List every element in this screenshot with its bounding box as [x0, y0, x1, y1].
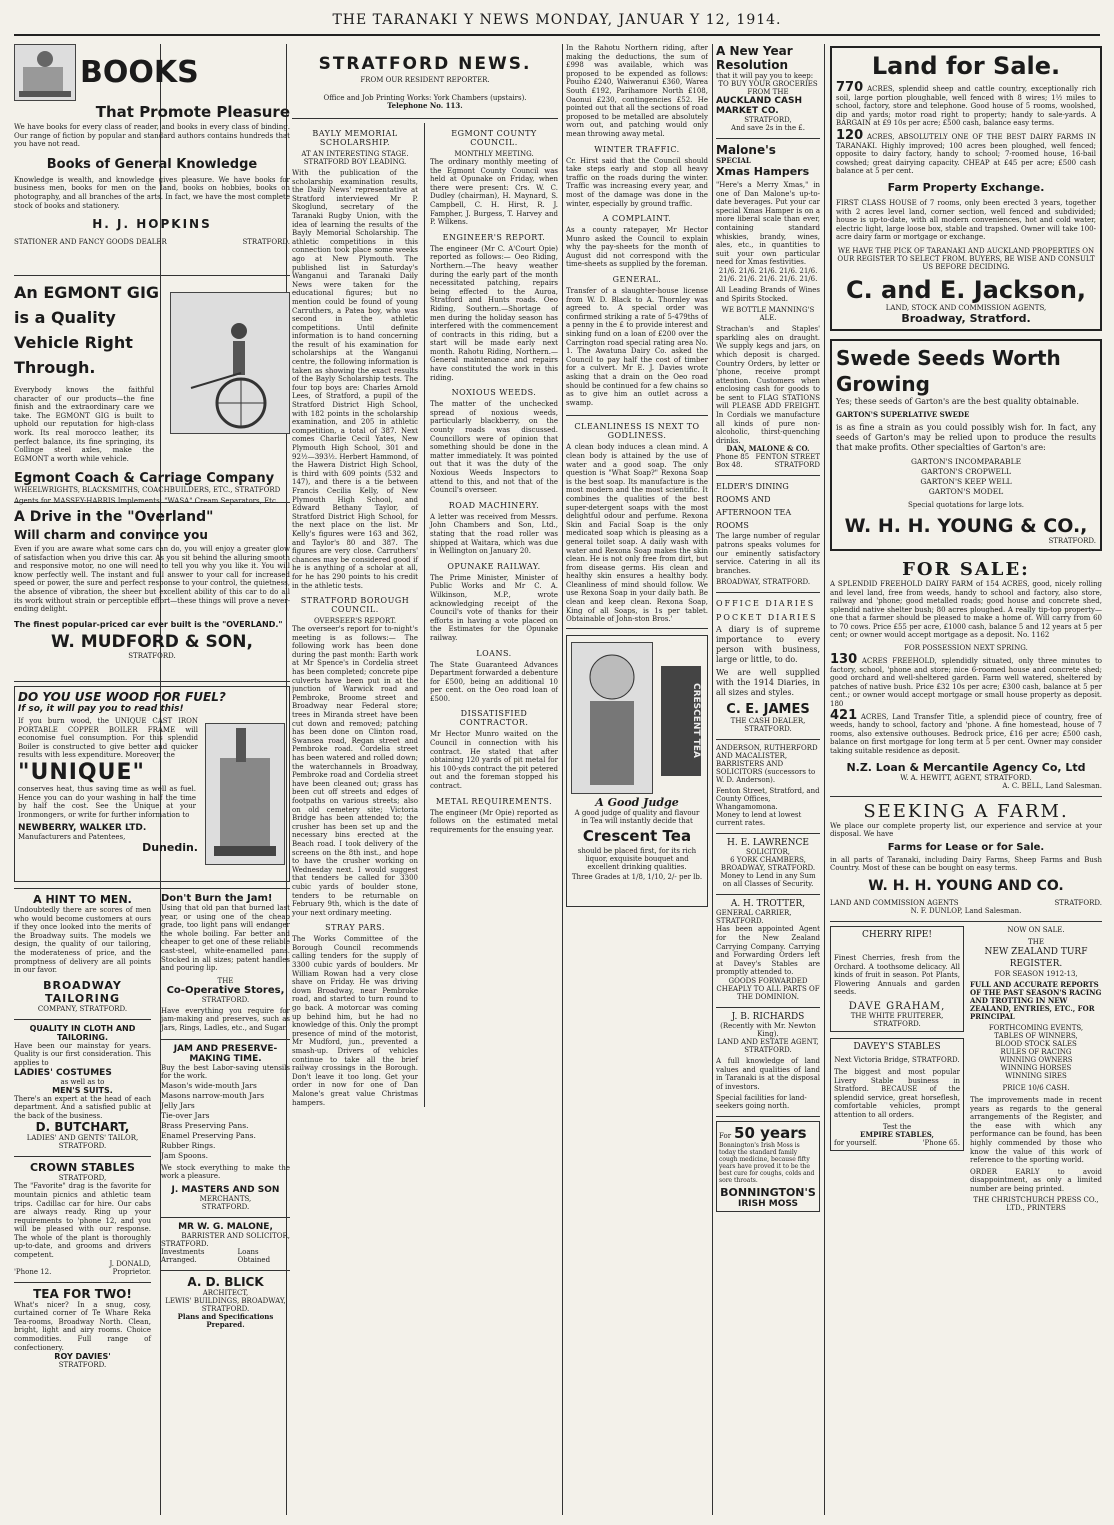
butchart-name: D. BUTCHART,: [35, 1120, 130, 1135]
malone-hampers-ad: [716, 143, 820, 469]
richards-sub: (Recently with Mr. Newton King).: [720, 1021, 816, 1038]
tearooms-addr: BROADWAY, STRATFORD.: [716, 578, 811, 587]
butchart-mens: MEN'S SUITS.: [52, 1085, 113, 1095]
seeking-body2: in all parts of Taranaki, including Dairy Farms, Sheep Farms and Bush Country. Most of these can be bought on easy terms.: [830, 855, 1102, 873]
butchart-aswell: as well as to: [60, 1077, 105, 1086]
land-item3: FIRST CLASS HOUSE of 7 rooms, only been erected 3 years, together with 2 acres level land, corner section, well fenced and subdivided; house is up-to-date, with all modern conveniences, hot and cold water, electric light, large loose box, stable and trapshed. Owner will take 100-acre dairy farm or mortgage or exchange.: [836, 198, 1096, 242]
turf-item: RULES OF RACING: [1000, 1047, 1072, 1056]
butchart-role: LADIES' AND GENTS' TAILOR, STRATFORD.: [26, 1134, 139, 1151]
swede-item: GARTON'S KEEP WELL: [920, 476, 1012, 486]
article-title: METAL REQUIREMENTS.: [435, 796, 553, 806]
masters-role: MERCHANTS,: [199, 1194, 252, 1203]
overland-price-line: The finest popular-priced car ever built is the "OVERLAND.": [14, 619, 283, 629]
tea-title: TEA FOR TWO!: [33, 1286, 132, 1301]
land-pick: WE HAVE THE PICK OF TARANAKI AND AUCKLAND PROPERTIES ON OUR REGISTER TO SELECT FROM. BUYERS, BE WISE AND CONSULT US BEFORE DECIDING.: [837, 246, 1095, 271]
jam-the: THE: [217, 976, 234, 985]
davey-title: DAVEY'S STABLES: [853, 1041, 941, 1052]
turf-year: FOR SEASON 1912-13,: [994, 969, 1078, 978]
crescent-packet: [661, 666, 701, 776]
boiler-illustration: [205, 723, 285, 865]
bonnington-ad: [716, 1121, 820, 1212]
books-subtitle: That Promote Pleasure: [95, 103, 290, 121]
blick-name: A. D. BLICK: [187, 1274, 264, 1289]
forsale-sales: A. C. BELL, Land Salesman.: [1002, 781, 1102, 790]
article-title: LOANS.: [476, 648, 512, 658]
egmont-gig-ad: [14, 280, 290, 506]
register-printer: THE CHRISTCHURCH PRESS CO., LTD., PRINTERS: [973, 1195, 1099, 1212]
seeking-sales: N. F. DUNLOP, Land Salesman.: [910, 906, 1022, 915]
malone-town: STRATFORD.: [160, 1239, 209, 1248]
books-ad: [14, 44, 290, 269]
elder-dining-rooms-ad: [716, 480, 820, 586]
column-5: [716, 44, 820, 1514]
diaries-town: STRATFORD.: [744, 725, 792, 734]
jam-body: Using that old pan that burned last year, or using one of the cheap grade, too light pans will endanger the whole boiling. Far better and cheaper to get one of these reliable cast-steel, white-enamelled pans. Stocked in all sizes; patent handles and pouring lip.: [160, 904, 290, 973]
malone-name: MR W. G. MALONE,: [178, 1221, 273, 1232]
books-gk-title: Books of General Knowledge: [46, 156, 258, 172]
column-2: [155, 893, 290, 1375]
turf-item: WINNING SIRES: [1005, 1071, 1067, 1080]
blick-role: ARCHITECT,: [202, 1288, 249, 1297]
cherry-town: STRATFORD.: [873, 1019, 921, 1028]
turf-body: FULL AND ACCURATE REPORTS OF THE PAST SEASON'S RACING AND TROTTING IN NEW ZEALAND, ENTRIES, ETC., FOR PRINCIPAL: [970, 979, 1102, 1021]
article-title: GENERAL.: [612, 275, 662, 285]
anderson-addr: Fenton Street, Stratford, and County Offices, Whangamomona.: [716, 787, 820, 812]
article-title: STRAY PARS.: [325, 923, 385, 933]
auckland-title: A New Year Resolution: [716, 44, 793, 72]
richards-role: LAND AND ESTATE AGENT, STRATFORD.: [717, 1037, 819, 1054]
tailor-title: A HINT TO MEN.: [33, 893, 132, 906]
column-divider: [562, 44, 563, 1515]
article-title: OPUNAKE RAILWAY.: [447, 561, 541, 571]
jam-title: Don't Burn the Jam!: [160, 893, 273, 904]
hampers-xmas: Xmas Hampers: [716, 165, 810, 178]
trotter-body: Has been appointed Agent for the New Zealand Carrying Company. Carrying and Forwarding Orders left at Davey's Stables are promptly attended to.: [716, 925, 820, 977]
books-footer-left: STATIONER AND FANCY GOODS DEALER: [14, 238, 167, 247]
davey-empire: EMPIRE STABLES,: [860, 1129, 934, 1139]
masters-intro: Buy the best Labor-saving utensils for the work.: [160, 1063, 290, 1081]
trotter-name: A. H. TROTTER,: [730, 899, 806, 910]
forsale-firm: N.Z. Loan & Mercantile Agency Co, Ltd: [846, 760, 1086, 774]
egmont-body: Everybody knows the faithful character of our products—the fine finish and the extraordinary care we take. The EGMONT GIG is built to uphold our reputation for high-class work. Its real morocco leather, its perfect balance, its fine springing, its Collinge steel axles, make the EGMONT a worth while vehicle.: [14, 386, 154, 463]
unique-maker: NEWBERRY, WALKER LTD.: [18, 823, 147, 834]
article-body: The Prime Minister, Minister of Public Works and Mr C. A. Wilkinson, M.P., wrote acknowledging receipt of the Council's vote of thanks for their efforts in having a vote placed on the Estimates for the Opunake railway.: [430, 573, 558, 642]
crown-body: The "Favorite" drag is the favorite for mountain picnics and athletic team trips. Cadillac car for hire. Our cabs are always ready. Ring up your requirements to 'phone 12, and you will be pleased with our response. The whole of the plant is thoroughly up-to-date, and grooms and drivers competent.: [14, 1182, 151, 1260]
butchart-body: Have been our mainstay for years. Quality is our first consideration. This applies to: [14, 1041, 151, 1067]
masters-item: Tie-over Jars: [160, 1110, 210, 1120]
article-title: CLEANLINESS IS NEXT TO GODLINESS.: [574, 422, 700, 441]
land-item1: ACRES, splendid sheep and cattle country, exceptionally rich soil, large portion ploughable, well fenced with 8 wires; 1½ miles to school, factory, store and telephone. Good house of 5 rooms, woolshed, dip and yards; motor road right to property; handy to sale-yards. A BARGAIN at £9 10s per acre; £500 cash, balance easy terms.: [836, 85, 1096, 128]
auckland-cash-market-ad: [716, 44, 820, 132]
davey-addr: Next Victoria Bridge, STRATFORD.: [834, 1055, 960, 1064]
anderson-role: BARRISTERS AND SOLICITORS (successors to W. D. Anderson).: [716, 760, 816, 785]
forsale-item1-num: 130: [830, 652, 858, 668]
article-body: Mr Hector Munro waited on the Council in connection with his contract. He stated that after obtaining 120 yards of pit metal for his 100-yds contract the pit petered out and the foreman stopped his contract.: [430, 730, 558, 791]
cherry-role: THE WHITE FRUITERER,: [850, 1011, 944, 1020]
blick-plans: Plans and Specifications Prepared.: [177, 1311, 274, 1329]
lawrence-ad: [716, 838, 820, 888]
anderson-money: Money to lend at lowest current rates.: [716, 811, 802, 828]
tea-town: STRATFORD.: [58, 1361, 107, 1370]
malone-solicitor-ad: [161, 1222, 290, 1264]
hampers-body2: All Leading Brands of Wines and Spirits Stocked.: [716, 285, 820, 303]
seeking-right: STRATFORD.: [1054, 898, 1102, 907]
masters-title: JAM AND PRESERVE-MAKING TIME.: [173, 1043, 278, 1064]
diaries-body: A diary is of supreme importance to every person with business, large or little, to do.: [716, 625, 820, 665]
crescent-brand: Crescent Tea: [582, 826, 692, 845]
egmont-company: Egmont Coach & Carriage Company: [14, 471, 275, 487]
article-subtitle: MONTHLY MEETING.: [454, 150, 534, 158]
tailor-company: COMPANY, STRATFORD.: [37, 1004, 128, 1013]
auckland-caps: TO BUY YOUR GROCERIES FROM THE: [718, 80, 818, 96]
swede-superlative: GARTON'S SUPERLATIVE SWEDE: [836, 409, 970, 419]
unique-sub: If so, it will pay you to read this!: [18, 704, 184, 714]
diaries-ad: [716, 597, 820, 733]
tearooms-title: ELDER'S DINING ROOMS AND AFTERNOON TEA ROOMS: [716, 482, 792, 531]
hampers-phone: Phone 85: [716, 453, 750, 462]
books-name: H. J. HOPKINS: [92, 217, 212, 232]
bonnington-text: Bonnington's Irish Moss is today the standard family cough medicine, because fifty years have proved it to be the best cure for coughs, colds and sore throats.: [719, 1142, 815, 1185]
blick-ad: [161, 1275, 290, 1329]
overland-body: Even if you are aware what some cars can do, you will enjoy a greater glow of satisfaction when you drive this car. As you sit behind the alluring smooth and responsive motor, no one will need to tell you why you like it. You will know perfectly well. The instant and full answer to your call for increased speed or power, the sure and perfect response to your control, the quietness, the absence of vibration, the sheer but excellent ability of this car to do all its work without strain or perceptible effort—these things will prove a never-ending delight.: [14, 545, 290, 614]
masters-item: Mason's wide-mouth Jars: [160, 1080, 257, 1090]
cherry-name: DAVE GRAHAM,: [848, 1000, 946, 1012]
register-order: ORDER EARLY to avoid disappointment, as only a limited number are being printed.: [970, 1167, 1102, 1193]
news-continued: [566, 44, 708, 1514]
masters-item: Enamel Preserving Pans.: [160, 1130, 256, 1140]
trotter-role: GENERAL CARRIER, STRATFORD.: [716, 909, 792, 926]
richards-body: A full knowledge of land values and qualities of land in Taranaki is at the disposal of investors.: [716, 1056, 820, 1091]
hampers-prices: 21/6. 21/6. 21/6. 21/6. 21/6.: [718, 274, 818, 283]
column-6: [830, 44, 1102, 1514]
overland-firm: W. MUDFORD & SON,: [51, 631, 253, 652]
swede-special: Special quotations for large lots.: [907, 500, 1025, 509]
article-body: The engineer (Mr Opie) reported as follows on the estimated metal requirements for the ensuing year.: [430, 808, 558, 834]
article-title: ENGINEER'S REPORT.: [442, 232, 546, 242]
article-title: NOXIOUS WEEDS.: [451, 388, 537, 398]
hampers-prices: 21/6. 21/6. 21/6. 21/6. 21/6.: [718, 266, 818, 275]
diaries-body2: We are well supplied with the 1914 Diaries, in all sizes and styles.: [716, 668, 820, 698]
unique-maker-sub: Manufacturers and Patentees,: [18, 833, 126, 842]
seeking-farm-ad: [830, 801, 1102, 915]
jam-pan-ad: [161, 893, 290, 1033]
register-body: The improvements made in recent years as regards to the general arrangements of the Register, and the ease with which any performance can be found, has been highly commended by those who know the value of this work of reference to the sporting world.: [970, 1095, 1102, 1165]
masters-item: Brass Preserving Pans.: [160, 1120, 249, 1130]
forsale-body: A SPLENDID FREEHOLD DAIRY FARM of 154 ACRES, good, nicely rolling and level land, free from weeds, handy to school and factory, also store, railway and 'phone; good metalled roads; good house and concrete shed, splendid native shelter bush; 80 acres ploughed. A really tip-top property—one that a farmer should be pleased to make a home of. Will carry from 60 to 70 cows. Price £55 per acre, £1000 cash, balance 5 and 12 years at 5 per cent; or owner would accept mortgage as a deposit. No. 1162: [830, 579, 1102, 640]
land-firm: C. and E. Jackson,: [845, 275, 1087, 304]
turf-register-ad: [970, 926, 1102, 1212]
swede-item: GARTON'S CROPWELL: [921, 466, 1011, 476]
swede-item: GARTON'S INCOMPARABLE: [910, 456, 1022, 466]
masters-outro: We stock everything to make the work a pleasure.: [160, 1163, 290, 1181]
article-body: As a county ratepayer, Mr Hector Munro asked the Council to explain why the pay-sheets for the month of August did not correspond with the time-sheets as supplied by the foreman.: [566, 226, 708, 269]
article-title: BAYLY MEMORIAL SCHOLARSHIP.: [312, 129, 398, 147]
masters-item: Jam Spoons.: [160, 1150, 208, 1160]
jam-body2: Have everything you require for jam-making and preserves, such as Jars, Rings, Ladles, etc., and Sugar.: [160, 1006, 290, 1032]
land-exchange: Farm Property Exchange.: [887, 180, 1045, 194]
article-body: The Works Committee of the Borough Council recommends calling tenders for the supply of 3300 cubic yards of boulders. Mr William Rowan had a very close shave on Friday. He was driving down Broadway, near Pembroke road, and started to turn round to go back. A motorcar was coming up behind him, but he had no knowledge of this. Only the prompt presence of mind of the motorist, Mr Mudford, jun., prevented a smash-up. Drivers of vehicles continue to take all the brief railway crossings in the Borough. Don't leave it too long. Get your order in now for one of Dan Malone's great value Christmas hampers.: [292, 935, 418, 1107]
turf-item: WINNING OWNERS: [999, 1055, 1073, 1064]
cherry-ripe-ad: [830, 926, 964, 1032]
trotter-goods: GOODS FORWARDED CHEAPLY TO ALL PARTS OF THE DOMINION.: [716, 976, 820, 1001]
column-divider: [712, 44, 713, 1515]
forsale-title: FOR SALE:: [902, 558, 1030, 580]
bonnington-brand: BONNINGTON'S: [720, 1186, 816, 1200]
books-gk-body: Knowledge is wealth, and knowledge gives pleasure. We have books for business men, books for men on the land, books on hobbies, books on photography, and all branches of the arts. In fact, we have the most complete stock of books and stationery.: [14, 175, 290, 210]
broadway-tailoring-ad: [14, 893, 151, 1013]
article-body: With the publication of the scholarship examination results, the Daily News' representative at Stratford interviewed Mr P. Skoglund, secretary of the Taranaki Rugby Union, with the idea of learning the results of the Bayly Memorial Scholarship. The athletic competitions in this connection took place some weeks ago at New Plymouth. The published list in Saturday's Wanganui and Taranaki Daily News were taken for the educational figures; but no mention could be found of young Carruthers, a Patea boy, who was second in the athletic competitions. Until definite information is to hand concerning the result of his examination for scholarships at the Wanganui centre, the following information is taken as showing the exact results of the Bayly Scholarship tests. The four top boys are: Charles Arnold Lees, of Stratford, a pupil of the Stratford District High School, with 182 points in the scholarship examination, and 205 in athletic competition, a total of 387. Next comes Charlie Cecil Yates, New Plymouth High School, 301 and 92½—393½. Herbert Hammond, of the Hawera District High School, is third with 609 points (532 and 147), and there is a tie between Francis Cecilia Kelly, of New Plymouth High School, and Edward Bethany Taylor, of Stratford District High School, for the next place on the list. Mr Kelly's figures were 163 and 362, and Taylor's 80 and 387. The figures are very close. Carruthers' chances may be considered good if he is anything of a scholar at all, for he has 290 points to his credit in the athletic tests.: [292, 169, 418, 590]
diaries-name: C. E. JAMES: [726, 702, 810, 718]
news-from: FROM OUR RESIDENT REPORTER.: [360, 76, 490, 84]
masters-items: [161, 1081, 290, 1161]
article-subtitle: STRATFORD BOY LEADING.: [303, 158, 407, 166]
crescent-body: A good judge of quality and flavour in Tea will instantly decide that: [574, 808, 700, 825]
article-subtitle: AT AN INTERESTING STAGE.: [301, 150, 409, 158]
land-for-sale-ad: [830, 46, 1102, 331]
blick-addr: LEWIS' BUILDINGS, BROADWAY, STRATFORD.: [165, 1296, 286, 1313]
news-tel: Telephone No. 113.: [387, 101, 463, 110]
turf-item: FORTHCOMING EVENTS,: [988, 1023, 1084, 1032]
hampers-firm: DAN, MALONE & CO.: [726, 444, 810, 454]
article-title: WINTER TRAFFIC.: [594, 144, 680, 154]
article-title: A COMPLAINT.: [602, 214, 672, 224]
seeking-title: SEEKING A FARM.: [863, 800, 1069, 822]
hampers-body3: Strachan's and Staples' sparkling ales on draught. We supply kegs and jars, on which deposit is charged. Country Orders, by letter or 'phone, receive prompt attention. Customers when enclosing cash for goods to be sent to FLAG STATIONS will PLEASE ADD FREIGHT. In Cordials we manufacture all kinds of pure non-alcoholic, thirst-quenching drinks.: [716, 325, 820, 445]
hampers-street: FENTON STREET: [755, 453, 820, 462]
unique-boiler-ad: [14, 686, 290, 882]
forsale-item2-num: 421: [830, 707, 858, 723]
bonnington-moss: IRISH MOSS: [738, 1199, 798, 1210]
books-footer-right: STRATFORD.: [242, 238, 290, 247]
egmont-trades: WHEELWRIGHTS, BLACKSMITHS, COACHBUILDERS, ETC., STRATFORD: [14, 486, 281, 495]
forsale-possession: FOR POSSESSION NEXT SPRING.: [904, 644, 1028, 653]
crown-town: STRATFORD,: [58, 1174, 107, 1183]
article-body: The matter of the unchecked spread of noxious weeds, particularly blackberry, on the county roads was discussed. Councillors were of opinion that something should be done in the matter immediately. It was pointed out that it was the duty of the Noxious Weeds Inspectors to attend to this, and not that of the Council's overseer.: [430, 400, 558, 495]
masters-item: Rubber Rings.: [160, 1140, 216, 1150]
land-item2: ACRES, ABSOLUTELY ONE OF THE BEST DAIRY FARMS IN TARANAKI. Highly improved; 100 acres been ploughed, well fenced; opposite to dairy factory, handy to school; 7-roomed house, 16-bail cowshed; great dairying capacity. CHEAP at £45 per acre; £500 cash balance at 5 per cent.: [836, 132, 1096, 176]
turf-onsale: NOW ON SALE.: [1007, 925, 1065, 934]
news-column-a: [292, 123, 418, 1107]
overland-subtitle: Will charm and convince you: [14, 528, 208, 542]
turf-title: NEW ZEALAND TURF REGISTER.: [984, 946, 1088, 969]
crescent-tea-ad: [566, 635, 708, 907]
land-addr: Broadway, Stratford.: [901, 311, 1031, 325]
davey-for: for yourself.: [834, 1138, 877, 1147]
hampers-body: "Here's a Merry Xmas," in one of Dan Malone's up-to-date beverages. Put your car special Xmas Hamper is on a more liberal scale than ever, containing standard whiskies, brandy, wines, ales, etc., in quantities to suit your own particular need for Xmas festivities.: [716, 181, 820, 267]
news-column-b: [424, 123, 558, 1107]
crown-phone: 'Phone 12.: [14, 1267, 52, 1276]
forsale-agent: W. A. HEWITT, AGENT, STRATFORD.: [900, 773, 1032, 782]
diaries-role: THE CASH DEALER,: [730, 717, 806, 726]
tailor-body: Undoubtedly there are scores of men who would become customers at ours if they once looked into the merits of the Broadway suits. The models we design, the quality of our tailoring, the moderateness of price, and the promptness of delivery are all points in our favor.: [14, 906, 151, 975]
hampers-title: Malone's: [716, 143, 776, 157]
masthead-rule: [14, 34, 1100, 36]
egmont-agents: Agents for MASSEY-HARRIS Implements; "WASA" Cream Separators, Etc.: [14, 497, 279, 506]
for-sale-ad: [830, 559, 1102, 790]
books-title: BOOKS: [80, 55, 199, 90]
swede-town: STRATFORD.: [1048, 536, 1096, 545]
diaries-title: OFFICE DIARIES POCKET DIARIES: [716, 599, 818, 623]
hampers-box: Box 48.: [716, 461, 743, 470]
butchart-ad: [14, 1024, 151, 1151]
masters-item: Masons narrow-mouth Jars: [160, 1090, 265, 1100]
article-subtitle: OVERSEER'S REPORT.: [313, 617, 397, 626]
auckland-body: that it will pay you to keep:: [716, 72, 814, 80]
swede-seeds-ad: [830, 339, 1102, 551]
turf-item: BLOOD STOCK SALES: [995, 1039, 1077, 1048]
lawrence-addr: 6 YORK CHAMBERS, BROADWAY, STRATFORD.: [720, 856, 816, 873]
hampers-town: STRATFORD: [774, 461, 820, 470]
overland-ad: [14, 509, 290, 675]
masthead: THE TARANAKI Y NEWS MONDAY, JANUAR Y 12, 1914.: [332, 12, 782, 28]
cherry-body: Finest Cherries, fresh from the Orchard. A toothsome delicacy. All kinds of fruit in season. Pot Plants, Flowering Annuals and garden seeds.: [834, 953, 960, 997]
seeking-left: LAND AND COMMISSION AGENTS: [830, 898, 959, 907]
stratford-news: [292, 44, 558, 1514]
jam-town: STRATFORD.: [201, 995, 250, 1004]
gig-illustration: [170, 292, 290, 434]
tearooms-body: The large number of regular patrons speaks volumes for our eminently satisfactory service. Catering in all its branches.: [716, 532, 820, 575]
tea-for-two-ad: [14, 1287, 151, 1370]
crescent-packet-label: CRESCENT TEA: [691, 683, 701, 759]
cherry-title: CHERRY RIPE!: [862, 929, 932, 940]
article-title: EGMONT COUNTY COUNCIL.: [451, 129, 537, 147]
swede-items: [836, 457, 1096, 497]
turf-item: TABLES OF WINNERS,: [994, 1031, 1078, 1040]
bonnington-for: For: [719, 1132, 732, 1141]
egmont-title: An EGMONT GIG is a Quality Vehicle Right Through.: [14, 283, 160, 377]
unique-body2: conserves heat, thus saving time as well as fuel. Hence you can do your washing in half the time by half the cost. See the Unique at your Ironmongers, or write for further information to: [18, 784, 196, 819]
crown-owner: J. DONALD,: [109, 1259, 151, 1268]
swede-body: Yes; these seeds of Garton's are the best quality obtainable.: [836, 396, 1079, 406]
article-body: Transfer of a slaughter-house license from W. D. Black to A. Thornley was agreed to. A special order was confirmed striking a rate of 5-479ths of a penny in the £ to provide interest and sinking fund on a loan of £200 over the Carrington road special rating area No. 1. The Awatuna Dairy Co. asked the Council to pay half the cost of timber for a culvert. Mr E. J. Davies wrote asking that a drain on the Oeo road should be continued for a few chains so as to give him an outlet across a swamp.: [566, 287, 708, 407]
swede-item: GARTON'S MODEL: [928, 486, 1004, 496]
article-body: In the Rahotu Northern riding, after making the deductions, the sum of £998 was available, which was proposed to be expended as follows: Pouiho £240, Waiweranui £360, Warea South £192, Parihamore North £108, Oaonui £230, contingencies £52. He pointed out that all the sections of road proposed to be metalled are absolutely worn out, and patching would only mean throwing away metal.: [566, 44, 708, 138]
seeking-firm: W. H. H. YOUNG AND CO.: [868, 877, 1064, 894]
butchart-body2: There's an expert at the head of each department. And a satisfied public at the back of the business.: [14, 1094, 151, 1120]
lawrence-money: Money to Lend in any Sum on all Classes of Security.: [720, 872, 816, 889]
unique-headline: DO YOU USE WOOD FOR FUEL?: [18, 690, 226, 704]
land-role: LAND, STOCK AND COMMISSION AGENTS,: [885, 303, 1047, 312]
crescent-body2: should be placed first, for its rich liquor, exquisite bouquet and excellent drinking qualities.: [577, 846, 697, 871]
overland-town: STRATFORD.: [128, 651, 176, 660]
trotter-ad: [716, 899, 820, 1001]
turf-items: [970, 1024, 1102, 1080]
auckland-town: STRATFORD,: [744, 116, 792, 124]
crown-stables-ad: [14, 1161, 151, 1275]
richards-special: Special facilities for land-seekers going north.: [716, 1094, 807, 1111]
overland-title: A Drive in the "Overland": [14, 509, 214, 525]
article-title: ROAD MACHINERY.: [448, 500, 540, 510]
books-body: We have books for every class of reader, and books in every class of binding. Our range of fiction by popular and standard authors contains hundreds that you have not read.: [14, 123, 290, 149]
masters-item: Jelly Jars: [160, 1100, 195, 1110]
masters-ad: [161, 1044, 290, 1211]
masters-firm: J. MASTERS AND SON: [171, 1184, 280, 1195]
masters-town: STRATFORD.: [201, 1202, 250, 1211]
malone-loans: Loans Obtained: [237, 1247, 271, 1264]
article-title: DISSATISFIED CONTRACTOR.: [459, 709, 529, 728]
tea-body: What's nicer? In a snug, cosy, curtained corner of Te Whare Reka Tea-rooms, Broadway North. Clean, bright, light and airy rooms. Choice commodities. Full range of confectionery.: [14, 1300, 151, 1352]
auckland-save: And save 2s in the £.: [731, 124, 805, 132]
seeking-sub: Farms for Lease or for Sale.: [887, 841, 1045, 853]
davey-stables-ad: [830, 1038, 964, 1151]
news-masthead: STRATFORD NEWS.: [318, 54, 532, 74]
land-title: Land for Sale.: [871, 52, 1061, 80]
swede-firm: W. H. H. YOUNG & CO.,: [844, 514, 1088, 537]
unique-body: If you burn wood, the UNIQUE CAST IRON PORTABLE COPPER BOILER FRAME will economise fuel consumption. For this splendid Boiler is constructed to give better and quicker results with less expenditure. Moreover, the: [18, 717, 198, 760]
malone-invest: Investments Arranged.: [160, 1247, 205, 1264]
crown-title: CROWN STABLES: [29, 1161, 135, 1175]
bonnington-years: 50 years: [734, 1124, 807, 1143]
crescent-title: A Good Judge: [595, 795, 679, 809]
richards-ad: [716, 1012, 820, 1110]
crescent-grades: Three Grades at 1/8, 1/10, 2/- per lb.: [571, 872, 703, 881]
forsale-item2: ACRES, Land Transfer Title, a splendid piece of country, free of weeds, handy to school, factory and 'phone. A fine homestead, house of 7 rooms, also extensive outhouses. Bedrock price, £16 per acre; £500 cash, balance on first mortgage for long term at 5 per cent. Owner may consider taking suitable residence as deposit.: [830, 712, 1102, 755]
anderson-ad: [716, 744, 820, 827]
richards-name: J. B. RICHARDS: [731, 1011, 805, 1022]
forsale-item1: ACRES FREEHOLD, splendidly situated, only three minutes to factory, school, 'phone and store; nice 6-roomed house and concrete shed; good orchard and well-sheltered garden. Farm well watered, sheltered by patches of native bush. Price £32 10s per acre; £300 cash, balance at 5 per cent.; or owner would accept mortgage or small house property as deposit. 180: [830, 657, 1102, 709]
tailor-name: BROADWAY TAILORING: [43, 978, 122, 1005]
auckland-name: AUCKLAND CASH MARKET CO.: [716, 96, 802, 116]
land-item1-num: 770: [836, 80, 864, 95]
davey-phone: 'Phone 65.: [922, 1138, 960, 1147]
article-body: A clean body induces a clean mind. A clean body is attained by the use of water and a good soap. The only question is "What Soap?" Rexona Soap is the best soap. Its manufacture is the most modern and the most scientific. It combines the qualities of the best super-detergent soaps with the most delightful odour and perfume. Rexona Skin and Facial Soap is the only medicated soap which is pleasing as a general toilet soap. A daily wash with water and Rexona Soap makes the skin clean. He is not only free from dirt, but from disease germs. His clean and healthy skin ensures a healthy body. Cleanliness of mind should follow. We use Rexona Soap in your daily bath. Be clean and keep clean. Rexona Soap, King of all Soaps, is 1s per tablet. Obtainable of John-ston Bros.': [566, 443, 708, 624]
land-item2-num: 120: [836, 127, 864, 143]
column-divider: [824, 44, 825, 1515]
unique-city: Dunedin.: [142, 841, 198, 855]
news-office: Office and Job Printing Works: York Chambers (upstairs).: [323, 94, 527, 102]
lawrence-role: SOLICITOR,: [746, 848, 790, 857]
article-body: The State Guaranteed Advances Department forwarded a debenture for £500, being an additional 10 per cent. on the Oeo road loan of £500.: [430, 660, 558, 703]
article-body: A letter was received from Messrs. John Chambers and Son, Ltd., stating that the road roller was shipped at Waitara, which was due in Wellington on January 20.: [430, 512, 558, 556]
article-body: Cr. Hirst said that the Council should take steps early and stop all heavy traffic on the roads during the winter. Traffic was increasing every year, and most of the damage was done in the winter, especially by ground traffic.: [566, 156, 708, 208]
turf-the: THE: [1028, 937, 1044, 946]
butchart-heading: QUALITY IN CLOTH AND TAILORING.: [29, 1023, 136, 1042]
swede-body2: is as fine a strain as you could possibly wish for. In fact, any seeds of Garton's may be relied upon to produce the results that make profits. Other specialties of Garton's are:: [836, 422, 1096, 452]
tea-name: ROY DAVIES': [54, 1352, 111, 1362]
jam-store: Co-Operative Stores,: [166, 984, 285, 996]
seeking-body: We place our complete property list, our experience and service at your disposal. We have: [830, 821, 1102, 839]
turf-price: PRICE 10/6 CASH.: [1002, 1083, 1070, 1092]
swede-title: Swede Seeds Worth Growing: [836, 345, 1061, 396]
malone-role: BARRISTER AND SOLICITOR,: [181, 1231, 290, 1240]
hampers-bottle: WE BOTTLE MANNING'S ALE.: [721, 306, 815, 323]
article-title: STRATFORD BOROUGH COUNCIL.: [300, 596, 410, 615]
davey-body: The biggest and most popular Livery Stable business in Stratford. BECAUSE of the splendid service, great horseflesh, comfortable vehicles, prompt attention to all orders.: [834, 1067, 960, 1119]
article-body: The engineer (Mr C. A'Court Opie) reported as follows:— Oeo Riding, Northern.—The heavy weather during the early part of the month necessitated patching, repairs being effected to the Auroa, Stratford and Hunts roads. Oeo Riding, Southern.—Shortage of men during the holiday season has interfered with the commencement of contracts in this riding, but a start will be made early next month. Rahotu Riding, Northern.—General maintenance and repairs have constituted the work in this riding.: [430, 244, 558, 382]
judge-illustration: [571, 642, 653, 794]
article-body: The overseer's report for to-night's meeting is as follows:— The following work has been done during the past month: Earth work at Mr Spence's in Cordelia street has been completed; concrete pipe culverts have been put in at the junction of Warwick road and Pembroke, Broome street and Broadway near Federal store; trees in Miranda street have been cut down and removed; patching has been done on Clinton road, Swansea road, Regan street and Pembroke road. Cordelia street has been watered and rolled down; the waterchannels in Broadway, Pembroke road and Cordelia street have been cleaned out; grass has been cut off streets and edges of footpaths on various streets; also on old cemetery site; Victoria Bridge has been attended to; the crusher has been set up and the necessary bins erected at the Beach road. I took delivery of the screens on the 8th inst., and hope to have the crusher working on Wednesday next. I would suggest that tenders be called for 3300 cubic yards of boulder stone, tenders to be returnable on February 9th, which is the date of your next ordinary meeting.: [292, 625, 418, 917]
column-1: [14, 44, 290, 1514]
lawrence-name: H. E. LAWRENCE: [727, 838, 809, 849]
butchart-ladies: LADIES' COSTUMES: [14, 1067, 112, 1078]
davey-test: Test the: [882, 1122, 912, 1131]
turf-item: WINNING HORSES: [1000, 1063, 1072, 1072]
anderson-title: ANDERSON, RUTHERFORD AND MACALISTER,: [716, 744, 818, 761]
reader-illustration: [14, 44, 76, 101]
article-body: The ordinary monthly meeting of the Egmont County Council was held at Opunake on Friday, when there were present: Crs. W. C. Dudley (chairman), H. Maynard, S. Campbell, C. H. Hirst, R. J. Fampher, J. Burgess, T. Harvey and P. Wilkens.: [430, 158, 558, 227]
unique-brand: "UNIQUE": [18, 759, 145, 785]
crown-role: Proprietor.: [112, 1267, 151, 1276]
hampers-special: SPECIAL: [716, 156, 751, 165]
